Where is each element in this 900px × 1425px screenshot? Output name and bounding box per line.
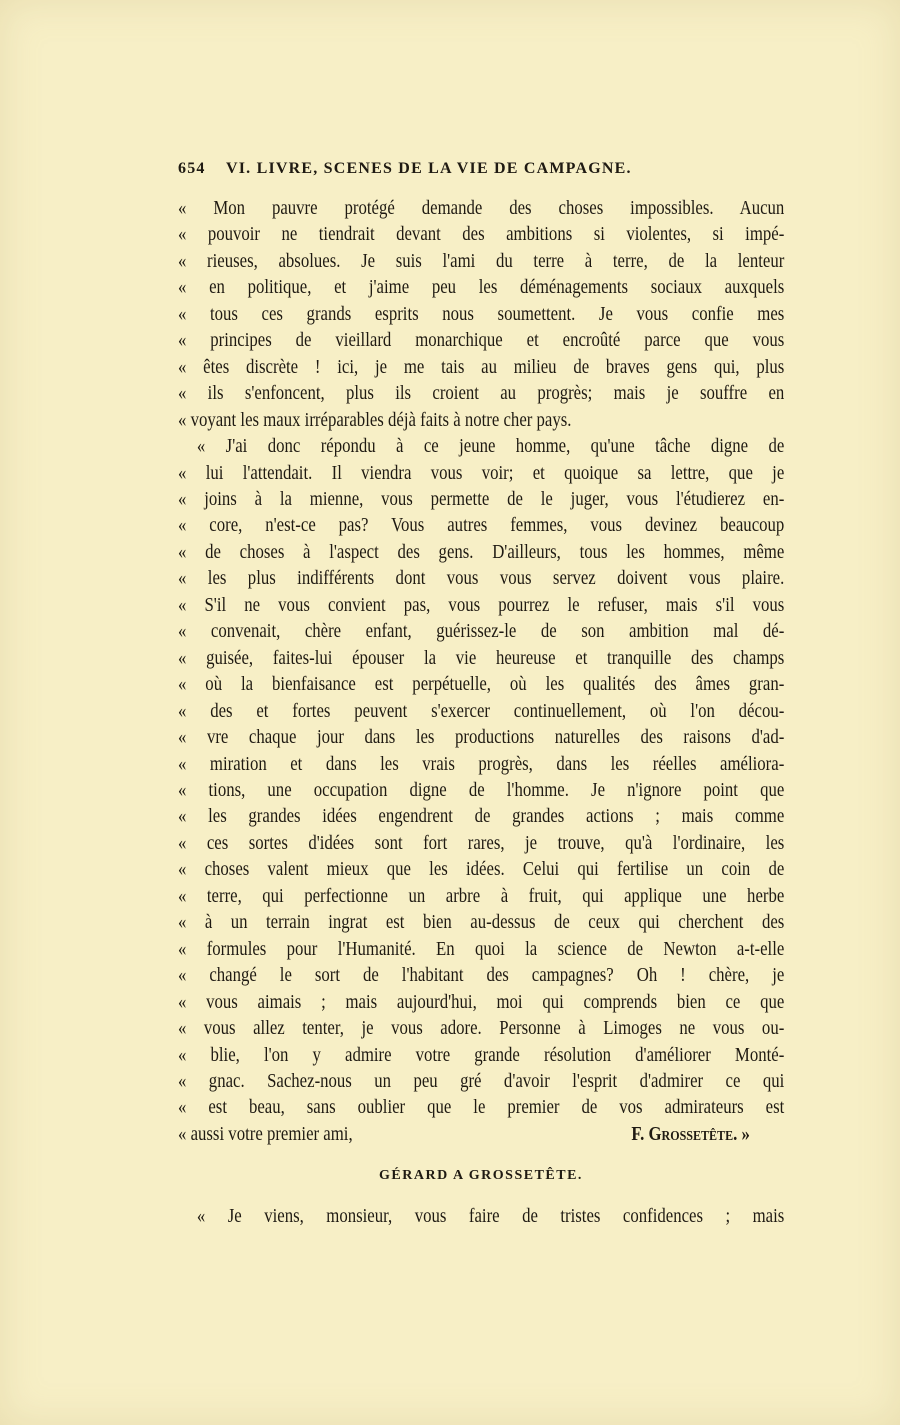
text-line: « tions, une occupation digne de l'homme. Je n'ignore point que <box>178 779 785 801</box>
text-line: « joins à la mienne, vous permette de le juger, vous l'étudierez en- <box>178 488 785 510</box>
text-line: « tous ces grands esprits nous soumettent. Je vous confie mes <box>178 303 785 325</box>
running-header <box>178 160 738 184</box>
text-line: « guisée, faites-lui épouser la vie heureuse et tranquille des champs <box>178 647 785 669</box>
text-line: « en politique, et j'aime peu les déménagements sociaux auxquels <box>178 277 785 299</box>
text-line: « changé le sort de l'habitant des campagnes? Oh ! chère, je <box>178 965 785 987</box>
paragraph-1 <box>178 196 784 434</box>
paragraph-2 <box>178 434 784 1122</box>
text-line: « de choses à l'aspect des gens. D'ailleurs, tous les hommes, même <box>178 541 785 563</box>
page-number: 654 <box>178 160 206 177</box>
text-line: « vous allez tenter, je vous adore. Personne à Limoges ne vous ou- <box>178 1018 785 1040</box>
closing-line <box>178 1122 784 1148</box>
text-line: « S'il ne vous convient pas, vous pourrez le refuser, mais s'il vous <box>178 594 785 616</box>
text-line: « rieuses, absolues. Je suis l'ami du terre à terre, de la lenteur <box>178 250 785 272</box>
text-line: « convenait, chère enfant, guérissez-le de son ambition mal dé- <box>178 621 785 643</box>
closing-text: « aussi votre premier ami, <box>178 1123 353 1145</box>
running-title: VI. LIVRE, SCENES DE LA VIE DE CAMPAGNE. <box>226 160 632 177</box>
text-line: « vre chaque jour dans les productions naturelles des raisons d'ad- <box>178 727 785 749</box>
text-line: « miration et dans les vrais progrès, dans les réelles améliora- <box>178 753 785 775</box>
text-line: « les plus indifférents dont vous vous servez doivent vous plaire. <box>178 568 785 590</box>
text-line: « vous aimais ; mais aujourd'hui, moi qui comprends bien ce que <box>178 991 785 1013</box>
text-line: « Je viens, monsieur, vous faire de tristes confidences ; mais <box>196 1206 785 1227</box>
text-line: « terre, qui perfectionne un arbre à fruit, qui applique une herbe <box>178 885 785 907</box>
text-line: « à un terrain ingrat est bien au-dessus de ceux qui cherchent des <box>178 912 785 934</box>
text-line: « blie, l'on y admire votre grande résolution d'améliorer Monté- <box>178 1044 785 1066</box>
text-line: « ils s'enfoncent, plus ils croient au progrès; mais je souffre en <box>178 383 785 405</box>
signature: F. Grossetête. » <box>631 1123 750 1145</box>
section-heading: GÉRARD A GROSSETÊTE. <box>379 1168 583 1183</box>
text-line: « Mon pauvre protégé demande des choses impossibles. Aucun <box>178 198 785 219</box>
text-line: « J'ai donc répondu à ce jeune homme, qu'une tâche digne de <box>196 436 785 458</box>
text-line: « formules pour l'Humanité. En quoi la science de Newton a-t-elle <box>178 938 785 960</box>
text-line: « choses valent mieux que les idées. Celui qui fertilise un coin de <box>178 859 785 881</box>
text-line: « lui l'attendait. Il viendra vous voir; et quoique sa lettre, que je <box>178 462 785 484</box>
text-body <box>178 196 784 1148</box>
text-line: « principes de vieillard monarchique et encroûté parce que vous <box>178 330 785 352</box>
text-line: « voyant les maux irréparables déjà faits à notre cher pays. <box>178 409 572 431</box>
text-line: « gnac. Sachez-nous un peu gré d'avoir l'esprit d'admirer ce qui <box>178 1070 785 1092</box>
text-line: « des et fortes peuvent s'exercer continuellement, où l'on décou- <box>178 700 785 722</box>
text-line: « pouvoir ne tiendrait devant des ambitions si violentes, si impé- <box>178 224 785 246</box>
text-line: « core, n'est-ce pas? Vous autres femmes, vous devinez beaucoup <box>178 515 785 537</box>
text-line: « où la bienfaisance est perpétuelle, où les qualités des âmes gran- <box>178 674 785 696</box>
text-line: « est beau, sans oublier que le premier de vos admirateurs est <box>178 1097 785 1119</box>
text-line: « ces sortes d'idées sont fort rares, je trouve, qu'à l'ordinaire, les <box>178 832 785 854</box>
text-line: « les grandes idées engendrent de grandes actions ; mais comme <box>178 806 785 828</box>
text-line: « êtes discrète ! ici, je me tais au milieu de braves gens qui, plus <box>178 356 785 378</box>
